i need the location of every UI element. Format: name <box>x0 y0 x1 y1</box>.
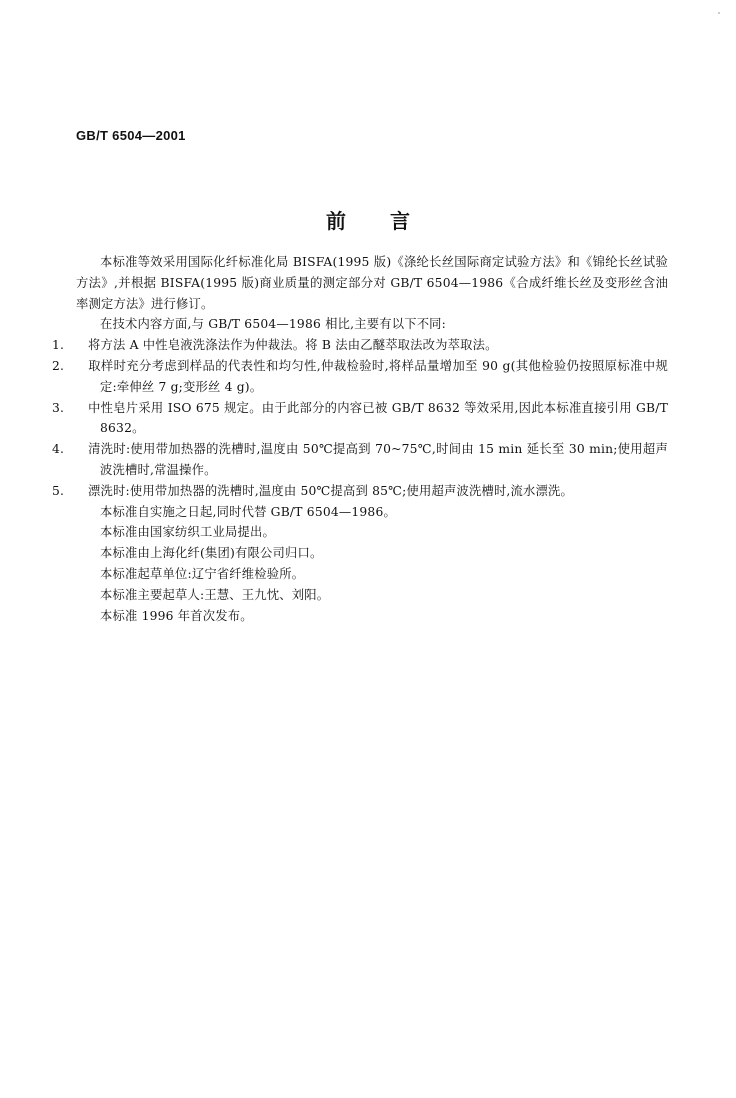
list-item <box>52 335 668 356</box>
paragraph-first-issue: 本标准 1996 年首次发布。 <box>100 608 253 623</box>
paragraph-replacement: 本标准自实施之日起,同时代替 GB/T 6504—1986。 <box>100 504 396 519</box>
paragraph-proposer: 本标准由国家纺织工业局提出。 <box>100 525 275 540</box>
page-title: 前言 <box>326 209 454 233</box>
list-item-text: 漂洗时:使用带加热器的洗槽时,温度由 50℃提高到 85℃;使用超声波洗槽时,流水漂洗。 <box>88 483 574 498</box>
paragraph-differences-intro: 在技术内容方面,与 GB/T 6504—1986 相比,主要有以下不同: <box>100 317 447 332</box>
list-item <box>52 481 668 502</box>
paragraph-administrator: 本标准由上海化纤(集团)有限公司归口。 <box>100 546 323 561</box>
paragraph-drafting-unit: 本标准起草单位:辽宁省纤维检验所。 <box>100 566 305 581</box>
document-body <box>52 252 668 626</box>
list-item-number: 2. <box>52 358 65 373</box>
list-item-text: 将方法 A 中性皂液洗涤法作为仲裁法。将 B 法由乙醚萃取法改为萃取法。 <box>88 338 498 353</box>
list-item <box>52 439 668 481</box>
list-item-number: 3. <box>52 400 65 415</box>
scan-speck <box>718 12 720 14</box>
list-item-number: 4. <box>52 442 65 457</box>
document-code: GB/T 6504—2001 <box>76 128 186 143</box>
list-item <box>52 398 668 440</box>
paragraph-drafters: 本标准主要起草人:王慧、王九忱、刘阳。 <box>100 587 330 602</box>
list-item <box>52 356 668 398</box>
list-item-number: 5. <box>52 483 65 498</box>
paragraph-intro: 本标准等效采用国际化纤标准化局 BISFA(1995 版)《涤纶长丝国际商定试验方法》和《锦纶长丝试验方法》,并根据 BISFA(1995 版)商业质量的测定部分对 GB/T 6504—1986《合成纤维长丝及变形丝含油率测定方法》进行修订。 <box>76 255 668 311</box>
list-item-text: 取样时充分考虑到样品的代表性和均匀性,仲裁检验时,将样品量增加至 90 g(其他检验仍按照原标准中规定:牵伸丝 7 g;变形丝 4 g)。 <box>88 358 668 394</box>
list-item-text: 清洗时:使用带加热器的洗槽时,温度由 50℃提高到 70~75℃,时间由 15 min 延长至 30 min;使用超声波洗槽时,常温操作。 <box>88 442 668 477</box>
list-item-number: 1. <box>52 338 65 353</box>
list-item-text: 中性皂片采用 ISO 675 规定。由于此部分的内容已被 GB/T 8632 等效采用,因此本标准直接引用 GB/T 8632。 <box>88 400 668 436</box>
